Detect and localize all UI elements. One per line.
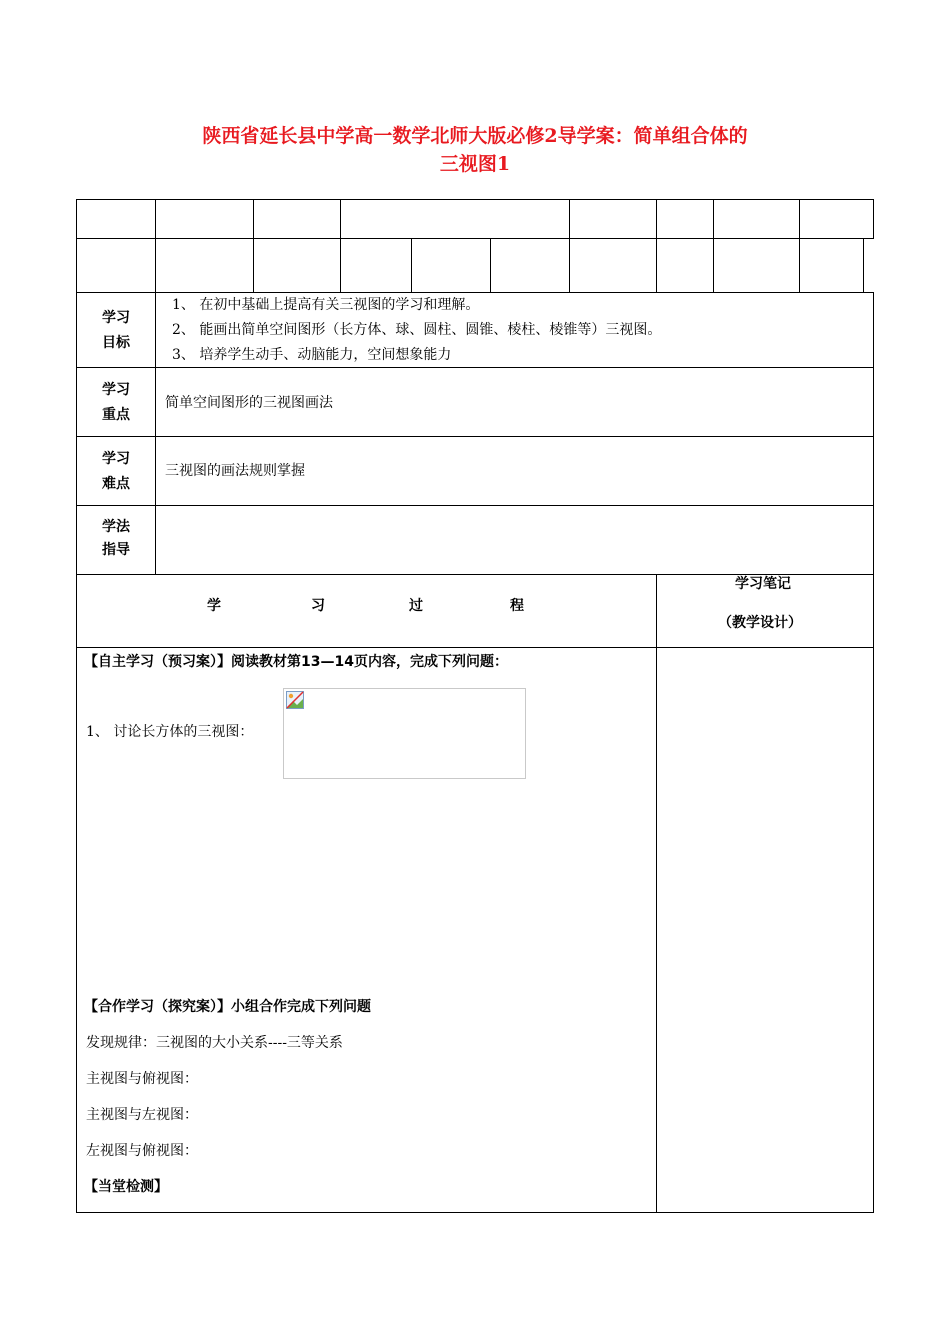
self-study-question-1: 1、 讨论长方体的三视图： <box>86 724 254 740</box>
page-title-line-1: 陕西省延长县中学高一数学北师大版必修2导学案：简单组合体的 <box>202 125 748 147</box>
coop-rule: 发现规律：三视图的大小关系----三等关系 <box>86 1035 343 1051</box>
process-header-char-3: 过 <box>409 598 423 614</box>
difficulties-label-1: 学习 <box>102 451 130 467</box>
page-title-line-2: 三视图1 <box>439 153 511 175</box>
check-heading: 【当堂检测】 <box>84 1179 168 1195</box>
method-label-1: 学法 <box>102 519 130 535</box>
difficulties-content: 三视图的画法规则掌握 <box>165 463 305 479</box>
method-label-2: 指导 <box>102 542 130 558</box>
notes-header-line-1: 学习笔记 <box>735 576 791 592</box>
process-header-char-1: 学 <box>207 598 221 614</box>
self-study-heading: 【自主学习（预习案）】阅读教材第13—14页内容，完成下列问题： <box>84 654 508 670</box>
coop-relation-1: 主视图与俯视图： <box>86 1071 198 1087</box>
key-points-label-1: 学习 <box>102 382 130 398</box>
key-points-label-2: 重点 <box>102 407 130 423</box>
cuboid-image-placeholder <box>283 688 526 779</box>
objective-item-2: 2、 能画出简单空间图形（长方体、球、圆柱、圆锥、棱柱、棱锥等）三视图。 <box>172 322 662 338</box>
objective-item-1: 1、 在初中基础上提高有关三视图的学习和理解。 <box>172 297 480 313</box>
objectives-label-1: 学习 <box>102 310 130 326</box>
objectives-label-2: 目标 <box>102 335 130 351</box>
process-header-char-4: 程 <box>510 598 524 614</box>
process-header-char-2: 习 <box>311 598 325 614</box>
objective-item-3: 3、 培养学生动手、动脑能力，空间想象能力 <box>172 347 452 363</box>
coop-heading: 【合作学习（探究案）】小组合作完成下列问题 <box>84 999 371 1015</box>
coop-relation-3: 左视图与俯视图： <box>86 1143 198 1159</box>
difficulties-label-2: 难点 <box>102 476 130 492</box>
key-points-content: 简单空间图形的三视图画法 <box>165 395 333 411</box>
notes-header-line-2: （教学设计） <box>718 615 802 631</box>
coop-relation-2: 主视图与左视图： <box>86 1107 198 1123</box>
broken-image-icon <box>286 691 304 709</box>
